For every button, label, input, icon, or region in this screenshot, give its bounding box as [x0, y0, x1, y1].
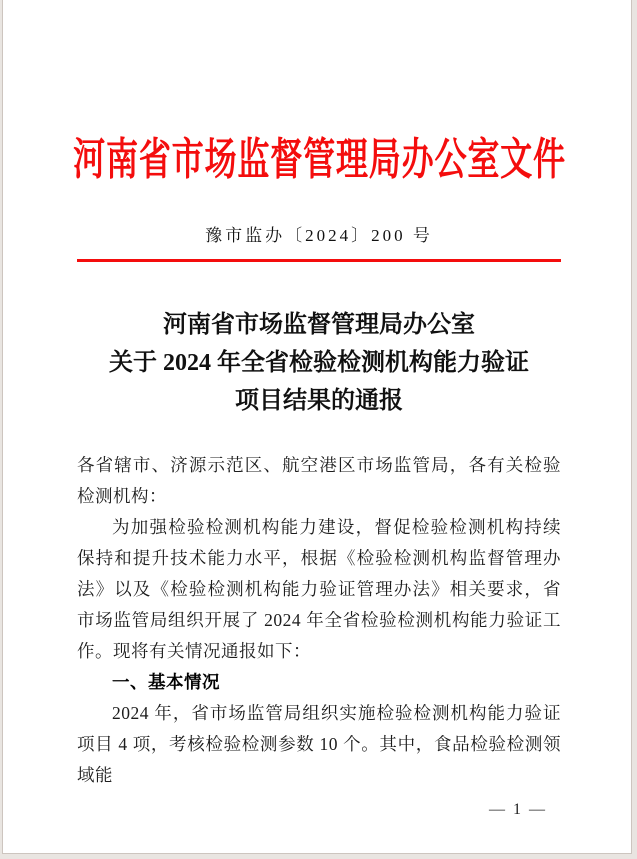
document-title [77, 306, 561, 420]
document-number: 豫市监办〔2024〕200 号 [205, 226, 433, 245]
page-number: — 1 — [489, 801, 547, 818]
document-page [2, 0, 632, 854]
document-body [77, 450, 561, 791]
letterhead-title [72, 125, 566, 185]
document-title-line-1: 河南省市场监督管理局办公室 [163, 312, 475, 338]
section-heading-1: 一、基本情况 [112, 672, 220, 692]
body-paragraph-2: 2024 年，省市场监管局组织实施检验检测机构能力验证项目 4 项，考核检验检测参数 10 个。其中，食品检验检测领域能 [77, 703, 561, 785]
document-title-line-2: 关于 2024 年全省检验检测机构能力验证 [109, 350, 529, 376]
red-divider-rule [77, 259, 561, 262]
body-paragraph-1: 为加强检验检测机构能力建设，督促检验检测机构持续保持和提升技术能力水平，根据《检验检测机构监督管理办法》以及《检验检测机构能力验证管理办法》相关要求，省市场监管局组织开展了 2024 年全省检验检测机构能力验证工作。现将有关情况通报如下： [77, 517, 561, 661]
salutation-line: 各省辖市、济源示范区、航空港区市场监管局，各有关检验检测机构： [77, 455, 561, 506]
document-title-line-3: 项目结果的通报 [235, 388, 403, 414]
letterhead-title-text: 河南省市场监督管理局办公室文件 [72, 135, 566, 184]
